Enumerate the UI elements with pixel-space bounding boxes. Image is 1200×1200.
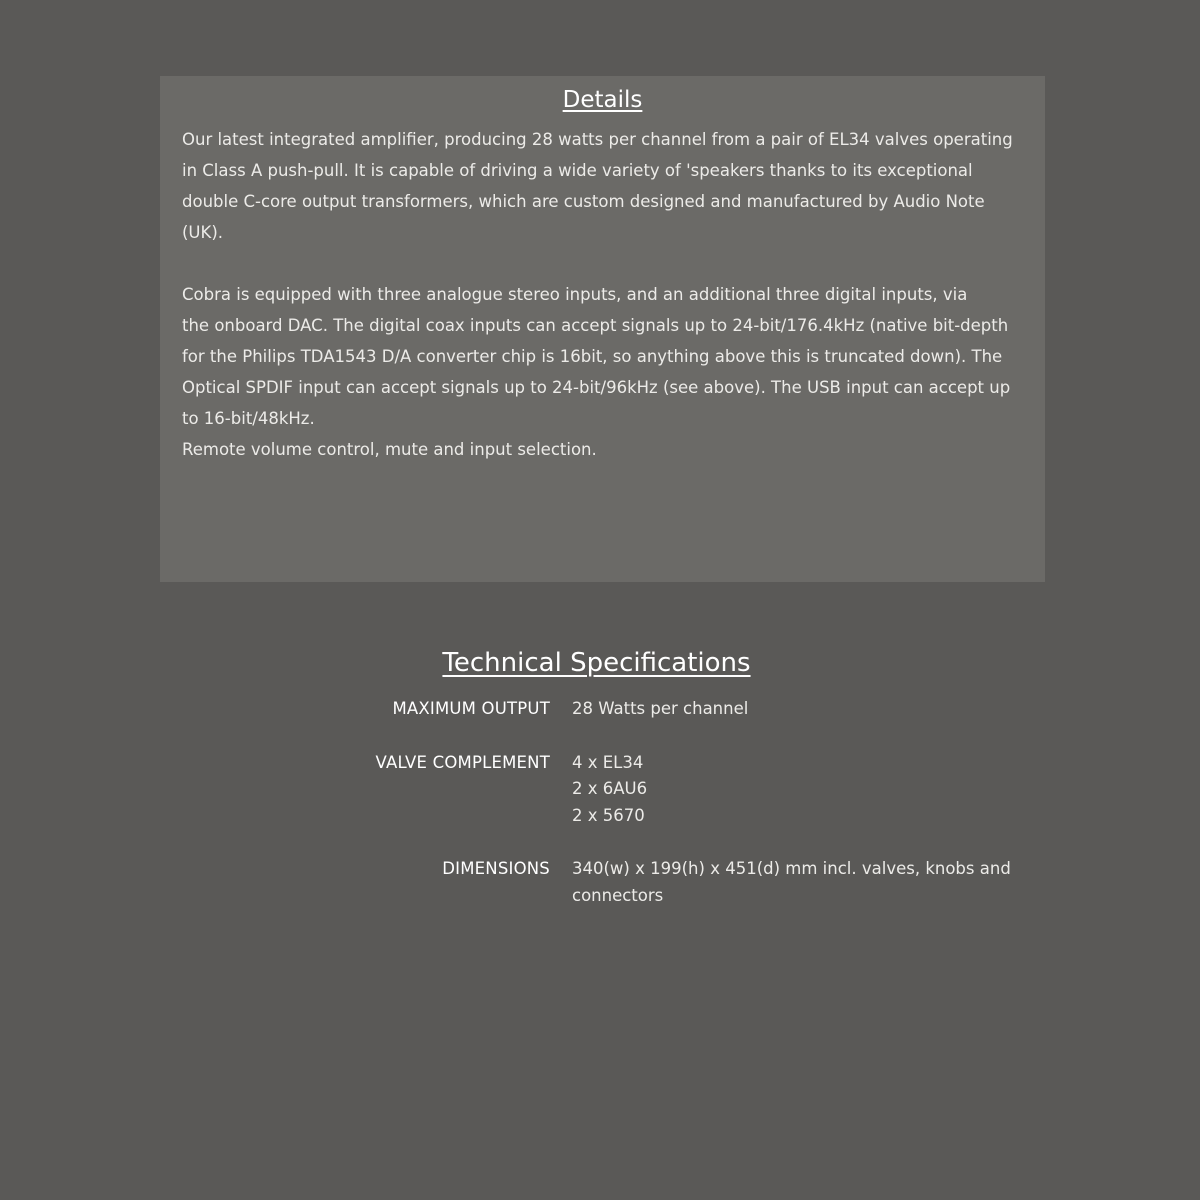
details-heading: Details xyxy=(562,87,643,113)
spec-row-dimensions xyxy=(300,856,1040,909)
details-line: the onboard DAC. The digital coax inputs can accept signals up to 24-bit/176.4kHz (native bit-depth xyxy=(182,316,1009,335)
details-line: Cobra is equipped with three analogue stereo inputs, and an additional three digital inputs, via xyxy=(182,285,968,304)
spec-values xyxy=(572,696,1040,723)
spec-values xyxy=(572,856,1040,909)
details-panel xyxy=(160,76,1045,582)
details-line: Remote volume control, mute and input selection. xyxy=(182,440,597,459)
spec-value: 2 x 6AU6 xyxy=(572,779,648,798)
spec-value: 340(w) x 199(h) x 451(d) mm incl. valves, knobs and xyxy=(572,859,1011,878)
specifications-list xyxy=(300,696,1040,936)
spec-row-valve-complement xyxy=(300,750,1040,830)
details-line: Optical SPDIF input can accept signals up to 24-bit/96kHz (see above). The USB input can accept up xyxy=(182,378,1011,397)
details-line: (UK). xyxy=(182,223,224,242)
paragraph-gap xyxy=(182,248,1023,279)
spec-value: 28 Watts per channel xyxy=(572,699,749,718)
details-line: for the Philips TDA1543 D/A converter chip is 16bit, so anything above this is truncated down). The xyxy=(182,347,1003,366)
details-text xyxy=(182,124,1023,465)
spec-row-maximum-output xyxy=(300,696,1040,723)
details-line: to 16-bit/48kHz. xyxy=(182,409,315,428)
details-line: double C-core output transformers, which are custom designed and manufactured by Audio Note xyxy=(182,192,985,211)
spec-label: VALVE COMPLEMENT xyxy=(375,752,550,772)
details-line: Our latest integrated amplifier, producing 28 watts per channel from a pair of EL34 valves operating xyxy=(182,130,1013,149)
spec-value: connectors xyxy=(572,885,664,905)
details-line: in Class A push-pull. It is capable of driving a wide variety of 'speakers thanks to its exceptional xyxy=(182,161,973,180)
spec-value: 4 x EL34 xyxy=(572,752,644,772)
spec-label: MAXIMUM OUTPUT xyxy=(392,699,550,718)
technical-specifications-heading: Technical Specifications xyxy=(442,648,751,678)
spec-label: DIMENSIONS xyxy=(442,859,550,878)
spec-values xyxy=(572,750,1040,830)
spec-value: 2 x 5670 xyxy=(572,805,645,825)
